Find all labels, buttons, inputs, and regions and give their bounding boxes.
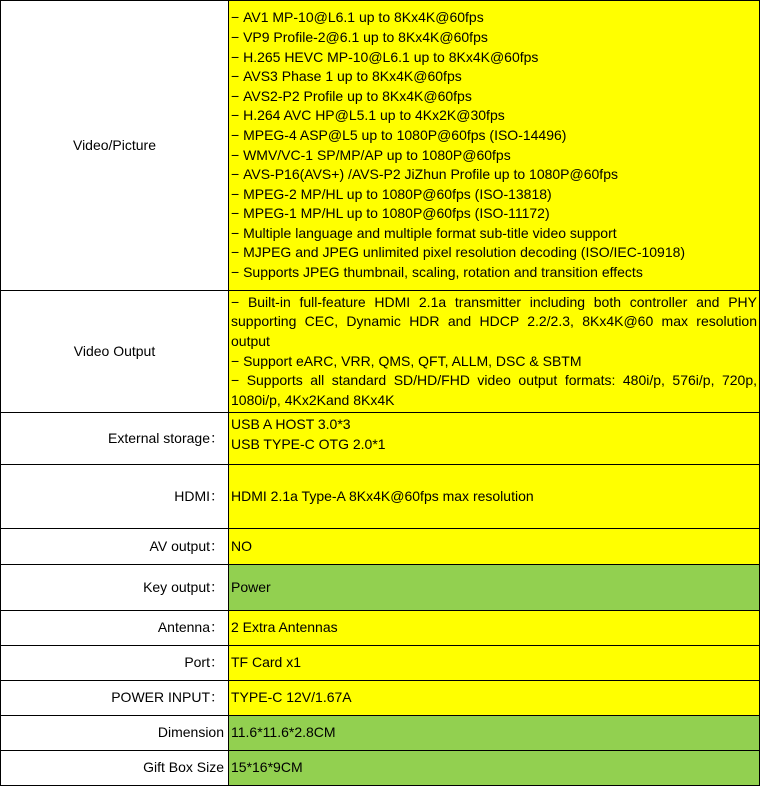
- output-feature: − Built-in full-feature HDMI 2.1a transmitter including both controller and PHY supporting CEC, Dynamic HDR and HDCP 2.2/2.3, 8Kx4K@60 max resolution output: [231, 293, 757, 352]
- codec-line: − WMV/VC-1 SP/MP/AP up to 1080P@60fps: [231, 146, 757, 166]
- codec-line: − H.264 AVC HP@L5.1 up to 4Kx2K@30fps: [231, 106, 757, 126]
- value-av-output: NO: [229, 529, 760, 565]
- label-external-storage: External storage：: [1, 413, 229, 465]
- value-port: TF Card x1: [229, 646, 760, 681]
- value-external-storage: [229, 413, 760, 465]
- row-video-picture: [1, 1, 760, 291]
- storage-line: USB A HOST 3.0*3: [231, 416, 351, 432]
- row-key-output: [1, 565, 760, 611]
- value-dimension: 11.6*11.6*2.8CM: [229, 716, 760, 751]
- label-port: Port：: [1, 646, 229, 681]
- codec-line: − MPEG-4 ASP@L5 up to 1080P@60fps (ISO-14496): [231, 126, 757, 146]
- label-antenna: Antenna：: [1, 611, 229, 646]
- label-av-output: AV output：: [1, 529, 229, 565]
- label-hdmi: HDMI：: [1, 465, 229, 529]
- row-video-output: [1, 291, 760, 413]
- codec-line: − Multiple language and multiple format sub-title video support: [231, 224, 757, 244]
- value-hdmi: HDMI 2.1a Type-A 8Kx4K@60fps max resolution: [229, 465, 760, 529]
- codec-line: − MPEG-2 MP/HL up to 1080P@60fps (ISO-13818): [231, 185, 757, 205]
- storage-line: USB TYPE-C OTG 2.0*1: [231, 435, 386, 452]
- value-power-input: TYPE-C 12V/1.67A: [229, 681, 760, 716]
- codec-line: − MJPEG and JPEG unlimited pixel resolution decoding (ISO/IEC-10918): [231, 243, 757, 263]
- value-video-output: [229, 291, 760, 413]
- codec-line: − H.265 HEVC MP-10@L6.1 up to 8Kx4K@60fps: [231, 48, 757, 68]
- codec-line: − AVS-P16(AVS+) /AVS-P2 JiZhun Profile up to 1080P@60fps: [231, 165, 757, 185]
- value-antenna: 2 Extra Antennas: [229, 611, 760, 646]
- codec-line: − Supports JPEG thumbnail, scaling, rotation and transition effects: [231, 263, 757, 283]
- codec-line: − AV1 MP-10@L6.1 up to 8Kx4K@60fps: [231, 8, 757, 28]
- codec-line: − VP9 Profile-2@6.1 up to 8Kx4K@60fps: [231, 28, 757, 48]
- label-video-picture: Video/Picture: [1, 1, 229, 291]
- label-power-input: POWER INPUT：: [1, 681, 229, 716]
- row-power-input: [1, 681, 760, 716]
- label-video-output: Video Output: [1, 291, 229, 413]
- label-key-output: Key output：: [1, 565, 229, 611]
- label-dimension: Dimension: [1, 716, 229, 751]
- row-port: [1, 646, 760, 681]
- codec-line: − AVS3 Phase 1 up to 8Kx4K@60fps: [231, 67, 757, 87]
- row-external-storage: [1, 413, 760, 465]
- value-gift-box-size: 15*16*9CM: [229, 751, 760, 786]
- codec-line: − AVS2-P2 Profile up to 8Kx4K@60fps: [231, 87, 757, 107]
- label-gift-box-size: Gift Box Size: [1, 751, 229, 786]
- row-gift-box-size: [1, 751, 760, 786]
- codec-line: − MPEG-1 MP/HL up to 1080P@60fps (ISO-11172): [231, 204, 757, 224]
- row-av-output: [1, 529, 760, 565]
- value-key-output: Power: [229, 565, 760, 611]
- output-feature: − Support eARC, VRR, QMS, QFT, ALLM, DSC & SBTM: [231, 352, 757, 372]
- row-antenna: [1, 611, 760, 646]
- output-feature: − Supports all standard SD/HD/FHD video output formats: 480i/p, 576i/p, 720p, 1080i/p, 4Kx2Kand 8Kx4K: [231, 371, 757, 410]
- row-dimension: [1, 716, 760, 751]
- value-video-picture: [229, 1, 760, 291]
- row-hdmi: [1, 465, 760, 529]
